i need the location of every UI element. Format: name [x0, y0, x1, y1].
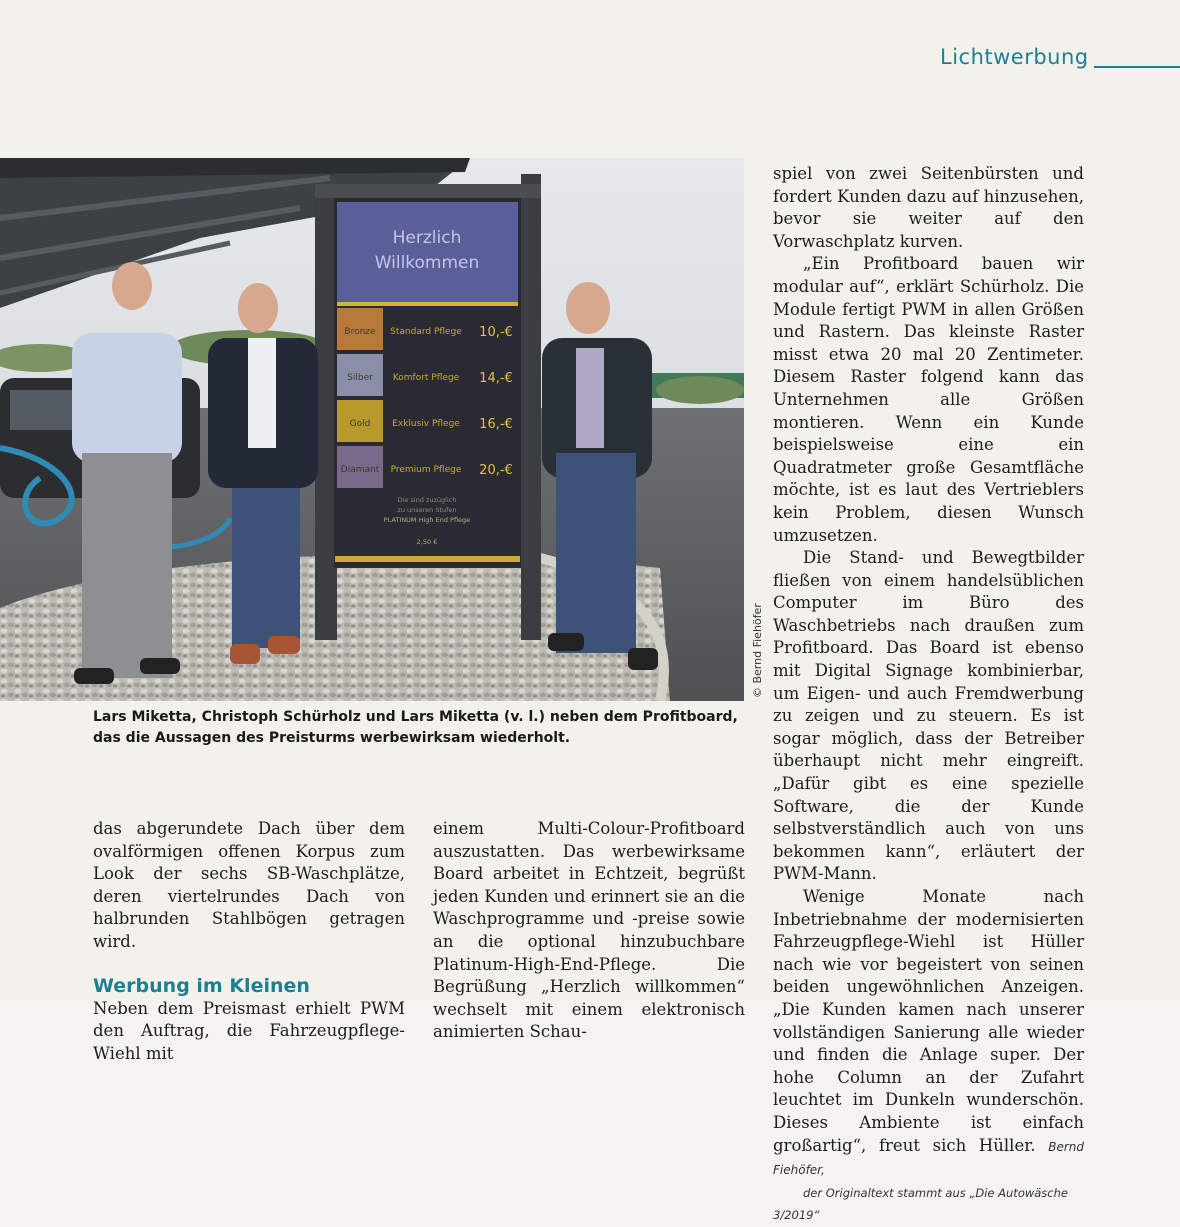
photo-credit: © Bernd Fiehöfer [751, 603, 764, 698]
column-1 [93, 818, 405, 1065]
board-footer-line3: PLATINUM High End Pflege [383, 516, 471, 524]
board-footer-line2: zu unseren Stufen [397, 506, 457, 514]
board-tier-label: Gold [349, 419, 371, 429]
board-price-label: 10,-€ [479, 325, 513, 340]
section-label: Lichtwerbung [940, 45, 1089, 69]
subheading: Werbung im Kleinen [93, 974, 310, 997]
board-price-label: 20,-€ [479, 463, 513, 478]
board-price-label: 16,-€ [479, 417, 513, 432]
board-program-label: Komfort Pflege [392, 373, 460, 383]
column-3-paragraph-4 [773, 886, 1084, 1227]
board-program-label: Standard Pflege [390, 327, 462, 337]
board-tier-label: Bronze [344, 327, 376, 337]
column-2-paragraph: einem Multi-Colour-Profitboard auszustatten. Das werbewirksame Board arbeitet in Echtzeit, begrüßt jeden Kunden und erinnert sie an die Waschprogramme und -preise sowie an die optional hinzubuchbare Platinum-High-End-Pflege. Die Begrüßung „Herzlich willkommen“ wechselt mit einem elektronisch animierten Schau- [433, 819, 745, 1042]
column-3-paragraph-2: „Ein Profitboard bauen wir modular auf“, erklärt Schürholz. Die Module fertigt PWM in allen Größen und Rastern. Das kleinste Raster misst etwa 20 mal 20 Zentimeter. Diesem Raster folgend kann das Unternehmen alle Größen montieren. Wenn ein Kunde beispielsweise eine ein Quadratmeter große Gesamtfläche möchte, ist es laut des Vertrieblers kein Problem, diesen Wunsch umzusetzen. [773, 254, 1084, 545]
column-3 [773, 163, 1084, 1227]
board-program-label: Premium Pflege [390, 465, 462, 475]
board-greeting-line1: Herzlich [392, 228, 462, 248]
section-rule [1094, 66, 1180, 68]
column-2 [433, 818, 745, 1044]
board-tier-label: Diamant [340, 465, 380, 475]
board-greeting-line2: Willkommen [374, 253, 480, 273]
board-tier-label: Silber [347, 373, 373, 383]
photo-caption: Lars Miketta, Christoph Schürholz und Lars Miketta (v. l.) neben dem Profitboard, das die Aussagen des Preisturms werbewirksam wiederholt. [93, 709, 738, 746]
column-3-paragraph-3: Die Stand- und Bewegtbilder fließen von einem handelsüblichen Computer im Büro des Waschbetriebs nach draußen zum Profitboard. Das Board ist ebenso mit Digital Signage kombinierbar, um Eigen- und auch Fremdwerbung zu zeigen und zu steuern. Es ist sogar möglich, dass der Betreiber überhaupt nicht mehr eingreift. „Dafür gibt es eine spezielle Software, die der Kunde selbstverständlich auch von uns bekommen kann“, erläutert der PWM-Mann. [773, 548, 1084, 884]
article-photo [0, 158, 744, 701]
board-footer-line1: Die sind zuzüglich [397, 496, 457, 504]
board-footer-line4: 2,50 € [416, 538, 438, 546]
column-1-paragraph-2: Neben dem Preismast erhielt PWM den Auftrag, die Fahrzeugpflege-Wiehl mit [93, 998, 405, 1063]
column-1-paragraph: das abgerundete Dach über dem ovalförmigen offenen Korpus zum Look der sechs SB-Waschplätze, deren viertelrundes Dach von halbrunden Stahlbögen getragen wird. [93, 819, 405, 951]
column-3-paragraph-4-text: Wenige Monate nach Inbetriebnahme der modernisierten Fahrzeugpflege-Wiehl ist Hüller nach wie vor begeistert von seinen beiden ungewöhnlichen Anzeigen. „Die Kunden kamen nach unserer vollständigen Sanierung alle wieder und finden die Anlage super. Der hohe Column an der Zufahrt leuchtet im Dunkeln wunderschön. Dieses Ambiente ist einfach großartig“, freut sich Hüller. [773, 887, 1084, 1155]
board-price-label: 14,-€ [479, 371, 513, 386]
column-3-paragraph-1: spiel von zwei Seitenbürsten und fordert Kunden dazu auf hinzusehen, bevor sie weiter auf den Vorwaschplatz kurven. [773, 164, 1084, 251]
source-note: der Originaltext stammt aus „Die Autowäsche 3/2019“ [773, 1185, 1068, 1223]
author-signature: Bernd Fiehöfer, [773, 1139, 1084, 1178]
board-program-label: Exklusiv Pflege [392, 419, 460, 429]
